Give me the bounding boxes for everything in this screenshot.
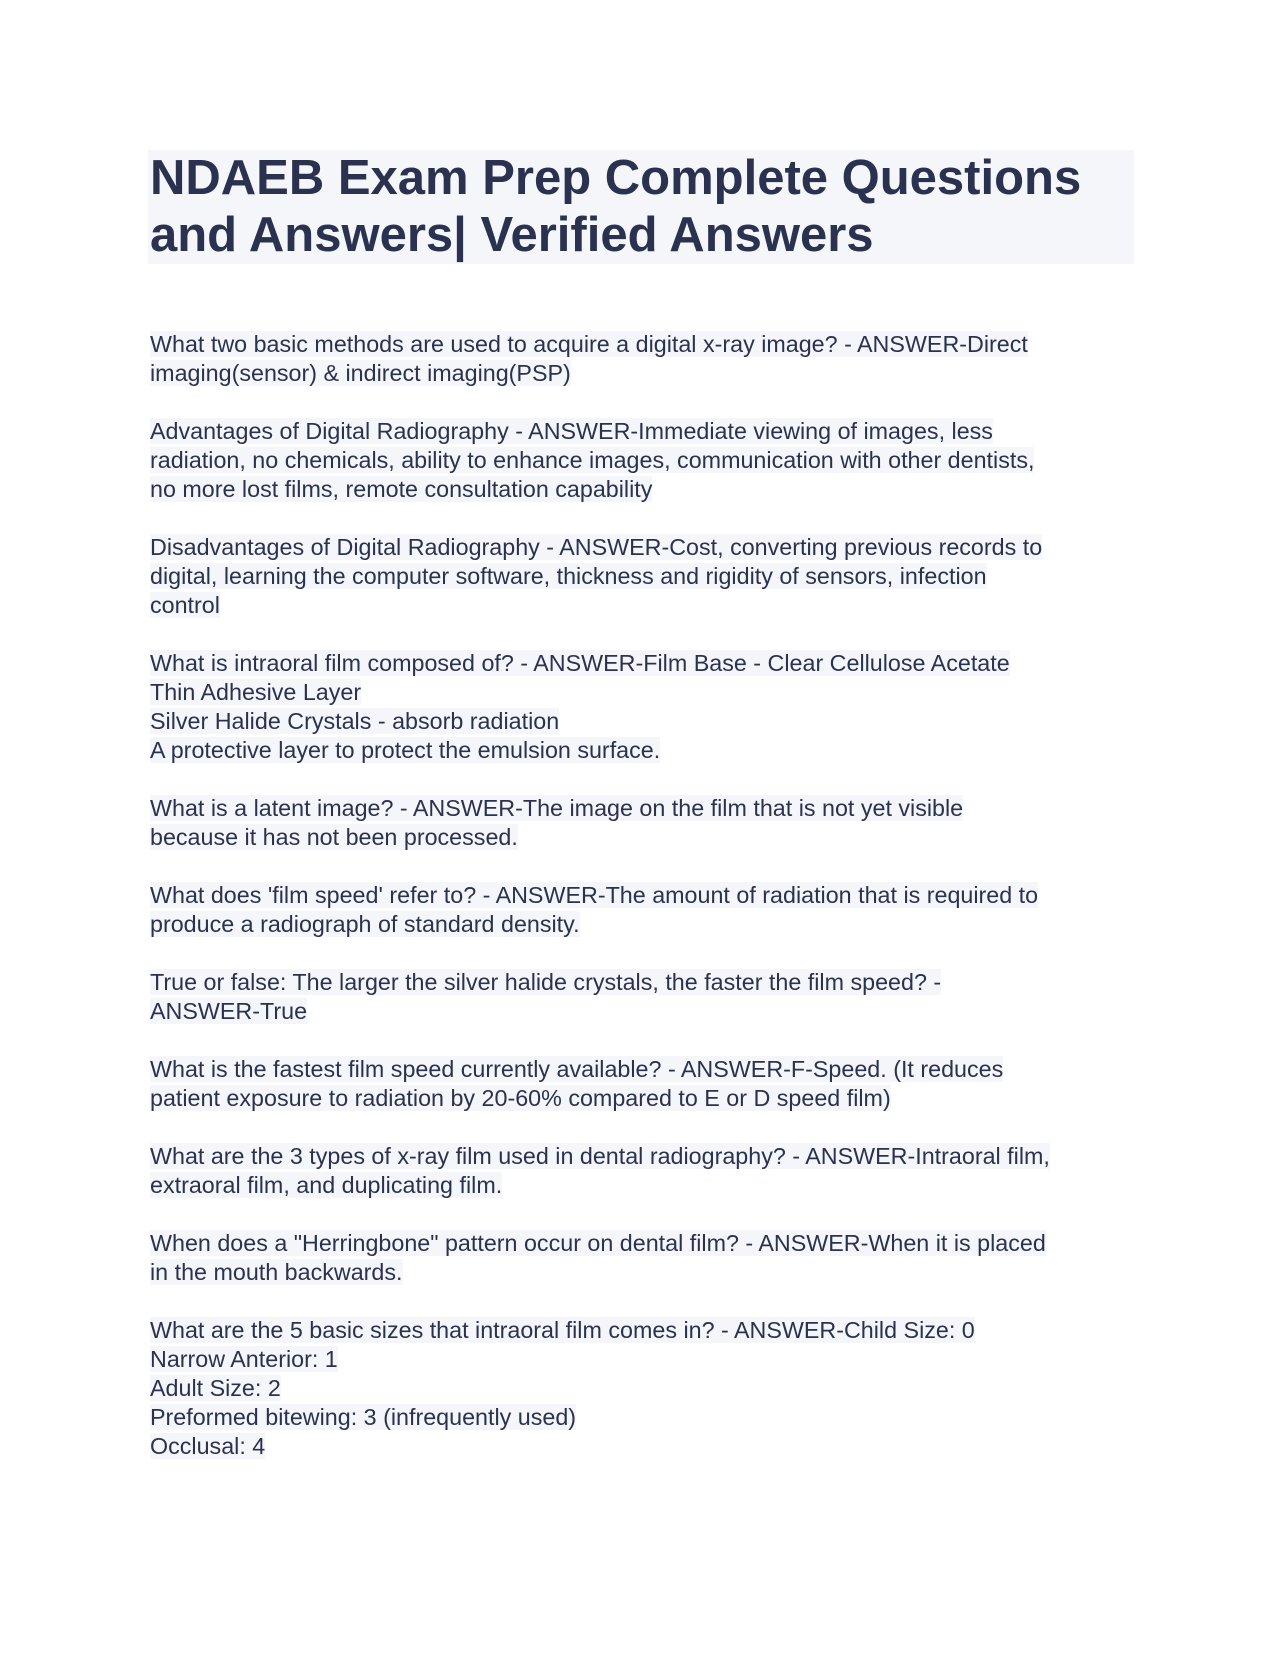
qa-line: Occlusal: 4 xyxy=(150,1433,266,1459)
qa-line: Preformed bitewing: 3 (infrequently used) xyxy=(150,1404,577,1430)
qa-line: What is the fastest film speed currently available? - ANSWER-F-Speed. (It reduces xyxy=(150,1056,1004,1082)
qa-line: imaging(sensor) & indirect imaging(PSP) xyxy=(150,360,571,386)
qa-line: radiation, no chemicals, ability to enhance images, communication with other dentists, xyxy=(150,447,1035,473)
qa-entry xyxy=(150,1229,1130,1287)
qa-line: What is intraoral film composed of? - ANSWER-Film Base - Clear Cellulose Acetate xyxy=(150,650,1010,676)
qa-line: What are the 5 basic sizes that intraoral film comes in? - ANSWER-Child Size: 0 xyxy=(150,1317,975,1343)
qa-line: Adult Size: 2 xyxy=(150,1375,281,1401)
qa-entry xyxy=(150,649,1130,765)
document-page xyxy=(150,150,1130,1490)
qa-line: control xyxy=(150,592,220,618)
qa-line: because it has not been processed. xyxy=(150,824,518,850)
qa-line: True or false: The larger the silver halide crystals, the faster the film speed? - xyxy=(150,969,942,995)
qa-entry xyxy=(150,533,1130,620)
qa-line: no more lost films, remote consultation capability xyxy=(150,476,653,502)
qa-line: What two basic methods are used to acquire a digital x-ray image? - ANSWER-Direct xyxy=(150,331,1028,357)
qa-line: ANSWER-True xyxy=(150,998,308,1024)
qa-entry xyxy=(150,330,1130,388)
qa-list xyxy=(150,330,1130,1461)
qa-line: Narrow Anterior: 1 xyxy=(150,1346,338,1372)
qa-line: produce a radiograph of standard density. xyxy=(150,911,580,937)
qa-line: digital, learning the computer software, thickness and rigidity of sensors, infection xyxy=(150,563,987,589)
qa-entry xyxy=(150,1316,1130,1461)
qa-line: extraoral film, and duplicating film. xyxy=(150,1172,503,1198)
qa-entry xyxy=(150,968,1130,1026)
document-title xyxy=(148,150,1134,264)
qa-line: patient exposure to radiation by 20-60% compared to E or D speed film) xyxy=(150,1085,891,1111)
qa-line: Disadvantages of Digital Radiography - ANSWER-Cost, converting previous records to xyxy=(150,534,1043,560)
qa-line: A protective layer to protect the emulsion surface. xyxy=(150,737,661,763)
qa-line: What is a latent image? - ANSWER-The image on the film that is not yet visible xyxy=(150,795,964,821)
qa-line: Silver Halide Crystals - absorb radiation xyxy=(150,708,560,734)
qa-entry xyxy=(150,1055,1130,1113)
qa-line: in the mouth backwards. xyxy=(150,1259,403,1285)
qa-line: What are the 3 types of x-ray film used in dental radiography? - ANSWER-Intraoral film, xyxy=(150,1143,1050,1169)
qa-entry xyxy=(150,1142,1130,1200)
qa-line: When does a "Herringbone" pattern occur on dental film? - ANSWER-When it is placed xyxy=(150,1230,1046,1256)
qa-entry xyxy=(150,881,1130,939)
qa-line: Thin Adhesive Layer xyxy=(150,679,362,705)
title-line: NDAEB Exam Prep Complete Questions xyxy=(150,151,1082,205)
title-line: and Answers| Verified Answers xyxy=(150,208,874,262)
qa-entry xyxy=(150,417,1130,504)
qa-entry xyxy=(150,794,1130,852)
qa-line: What does 'film speed' refer to? - ANSWER-The amount of radiation that is required to xyxy=(150,882,1039,908)
qa-line: Advantages of Digital Radiography - ANSWER-Immediate viewing of images, less xyxy=(150,418,993,444)
